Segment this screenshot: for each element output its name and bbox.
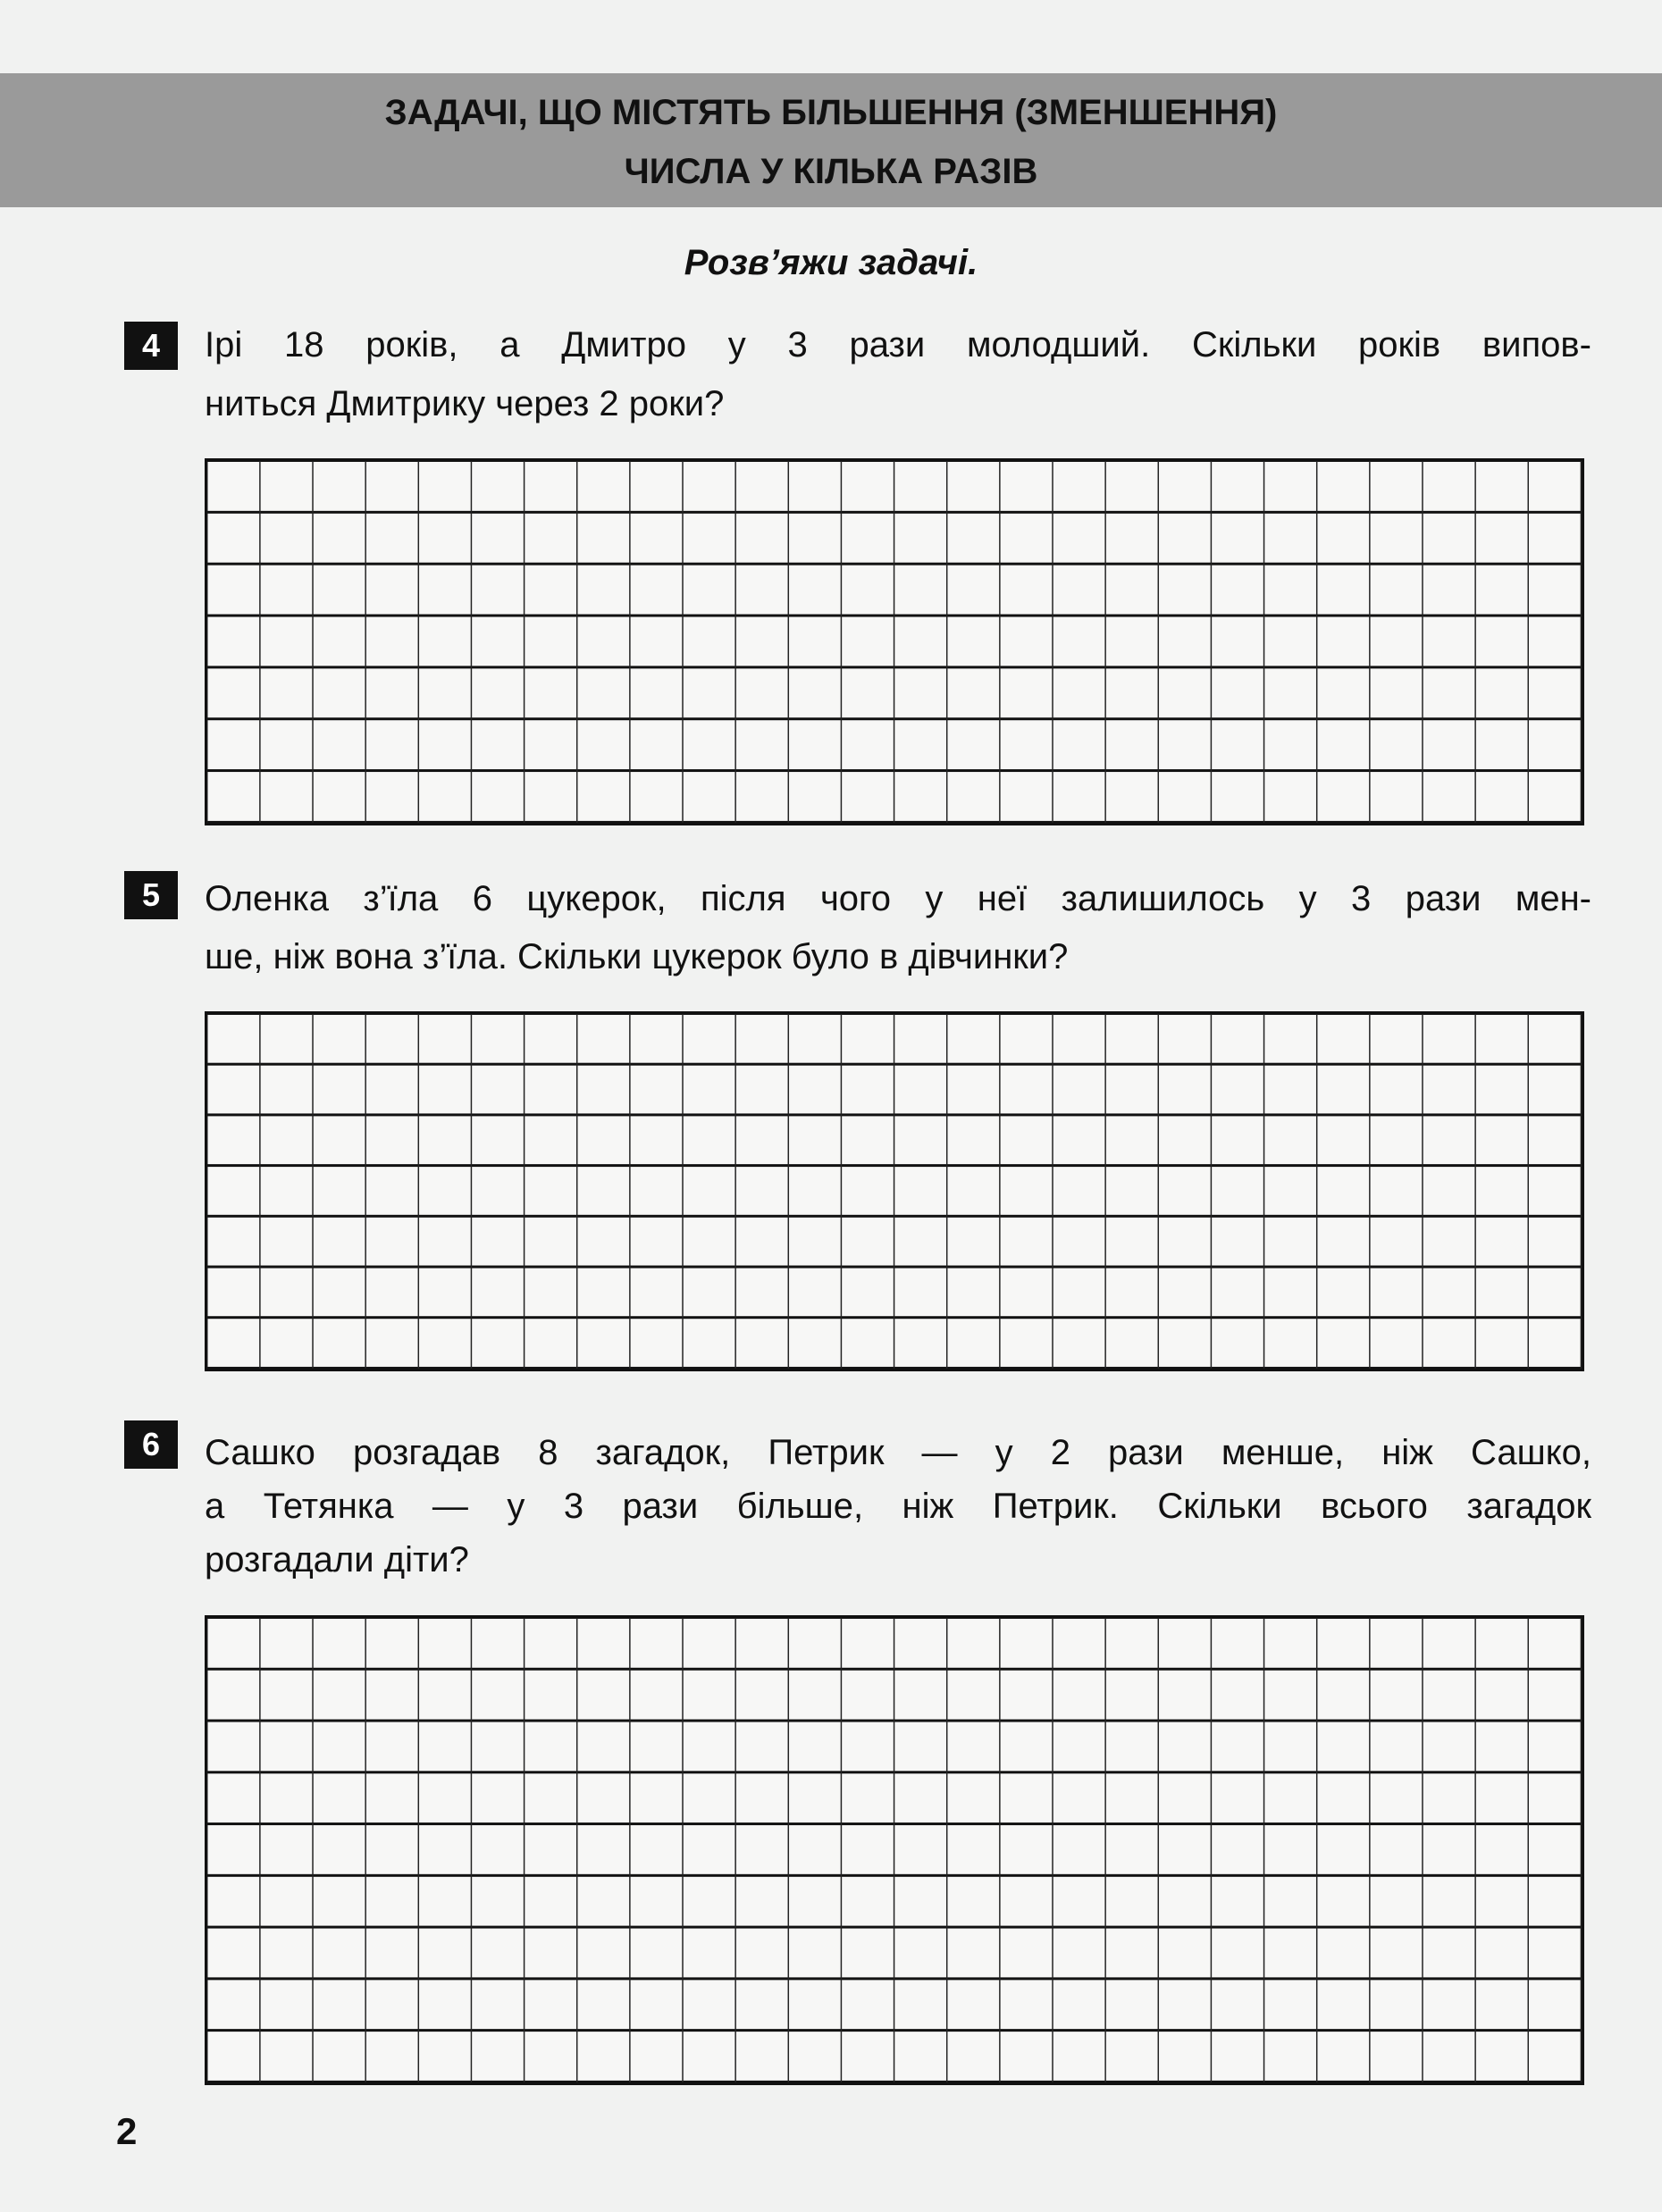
- task-number-badge: 4: [124, 322, 178, 370]
- section-header-band: [0, 73, 1662, 207]
- task-text-line: Ірі 18 років, а Дмитро у 3 рази молодший. Скільки років випов-: [205, 325, 1591, 364]
- task-text-line: ниться Дмитрику через 2 роки?: [205, 384, 725, 423]
- answer-grid[interactable]: [205, 1615, 1584, 2085]
- instruction-heading: Розв’яжи задачі.: [684, 243, 978, 282]
- task-number-badge: 5: [124, 871, 178, 919]
- task-text-line: а Тетянка — у 3 рази більше, ніж Петрик. Скільки всього загадок: [205, 1487, 1591, 1526]
- page-number: 2: [116, 2110, 138, 2152]
- task-text-line: Сашко розгадав 8 загадок, Петрик — у 2 рази менше, ніж Сашко,: [205, 1433, 1591, 1472]
- task-text-line: ше, ніж вона з’їла. Скільки цукерок було в дівчинки?: [205, 937, 1069, 976]
- answer-grid[interactable]: [205, 1011, 1584, 1371]
- task-text-line: розгадали діти?: [205, 1540, 469, 1579]
- task-text-line: Оленка з’їла 6 цукерок, після чого у неї залишилось у 3 рази мен-: [205, 879, 1591, 918]
- section-title-line1: ЗАДАЧІ, ЩО МІСТЯТЬ БІЛЬШЕННЯ (ЗМЕНШЕННЯ): [384, 93, 1278, 132]
- task-number-badge: 6: [124, 1420, 178, 1469]
- answer-grid[interactable]: [205, 458, 1584, 825]
- section-title-line2: ЧИСЛА У КІЛЬКА РАЗІВ: [624, 152, 1038, 191]
